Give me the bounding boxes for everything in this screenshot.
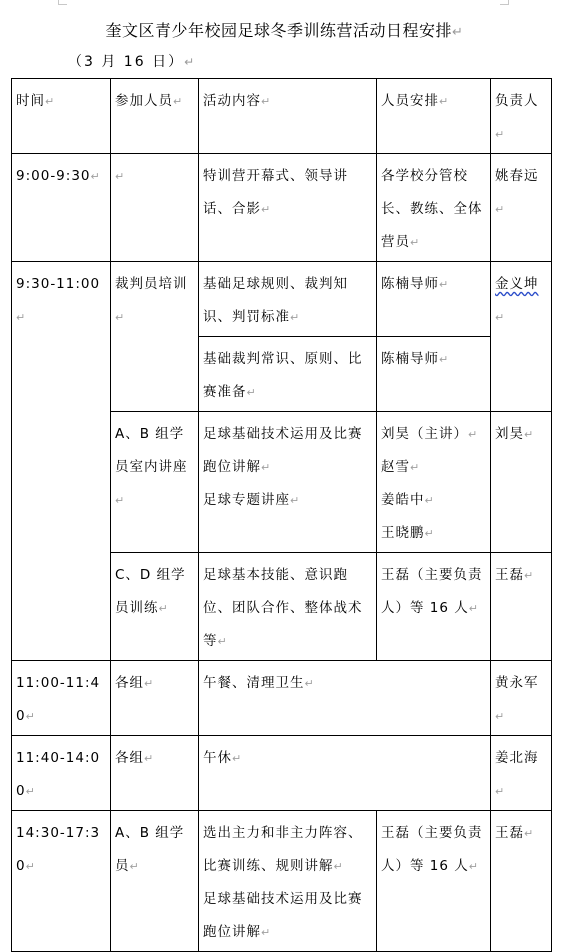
participants-cell: A、B 组学员室内讲座↵ [111,412,199,553]
content-cell: 特训营开幕式、领导讲话、合影↵ [199,154,377,262]
leader-cell: 姚春远↵ [491,154,552,262]
header-cell: 参加人员↵ [111,79,199,154]
participants-cell: 裁判员培训↵ [111,262,199,412]
time-cell: 11:00-11:40↵ [12,661,111,736]
header-cell: 时间↵ [12,79,111,154]
staff-cell: 陈楠导师↵ [377,337,491,412]
header-cell: 活动内容↵ [199,79,377,154]
content-cell: 基础裁判常识、原则、比赛准备↵ [199,337,377,412]
leader-cell: 刘昊↵ [491,412,552,553]
table-row [12,661,552,736]
content-cell: 午休↵ [199,736,491,811]
leader-cell: 黄永军↵ [491,661,552,736]
content-cell: 足球基础技术运用及比赛跑位讲解↵ 足球专题讲座↵ [199,412,377,553]
header-cell: 人员安排↵ [377,79,491,154]
time-cell: 9:00-9:30↵ [12,154,111,262]
participants-cell: ↵ [111,154,199,262]
date-text: （3 月 16 日） [68,54,185,70]
time-cell: 9:30-11:00↵ [12,262,111,661]
title-text: 奎文区青少年校园足球冬季训练营活动日程安排 [105,21,453,40]
table-row [12,154,552,262]
table-row [12,262,552,337]
participants-cell: C、D 组学员训练↵ [111,553,199,661]
page-corner-mark [500,0,509,5]
header-cell: 负责人↵ [491,79,552,154]
content-cell: 足球基本技能、意识跑位、团队合作、整体战术等↵ [199,553,377,661]
paragraph-mark-icon: ↵ [452,25,464,40]
leader-cell: 姜北海↵ [491,736,552,811]
table-row [12,736,552,811]
staff-cell: 各学校分管校长、教练、全体营员↵ [377,154,491,262]
schedule-table [11,78,552,952]
date-line [68,51,196,71]
participants-cell: A、B 组学员↵ [111,811,199,952]
content-cell: 基础足球规则、裁判知识、判罚标准↵ [199,262,377,337]
staff-cell: 陈楠导师↵ [377,262,491,337]
participants-cell: 各组↵ [111,736,199,811]
content-cell: 选出主力和非主力阵容、比赛训练、规则讲解↵ 足球基础技术运用及比赛跑位讲解↵ [199,811,377,952]
leader-cell: 金义坤↵ [491,262,552,412]
participants-cell: 各组↵ [111,661,199,736]
leader-cell: 王磊↵ [491,553,552,661]
staff-cell: 刘昊（主讲）↵ 赵雪↵ 姜皓中↵ 王晓鹏↵ [377,412,491,553]
staff-cell: 王磊（主要负责人）等 16 人↵ [377,553,491,661]
staff-cell: 王磊（主要负责人）等 16 人↵ [377,811,491,952]
time-cell: 11:40-14:00↵ [12,736,111,811]
leader-cell: 王磊↵ [491,811,552,952]
table-header-row [12,79,552,154]
document-title [0,18,569,41]
content-cell: 午餐、清理卫生↵ [199,661,491,736]
table-row [12,811,552,952]
time-cell: 14:30-17:30↵ [12,811,111,952]
paragraph-mark-icon: ↵ [184,55,197,69]
page-corner-mark [58,0,67,5]
